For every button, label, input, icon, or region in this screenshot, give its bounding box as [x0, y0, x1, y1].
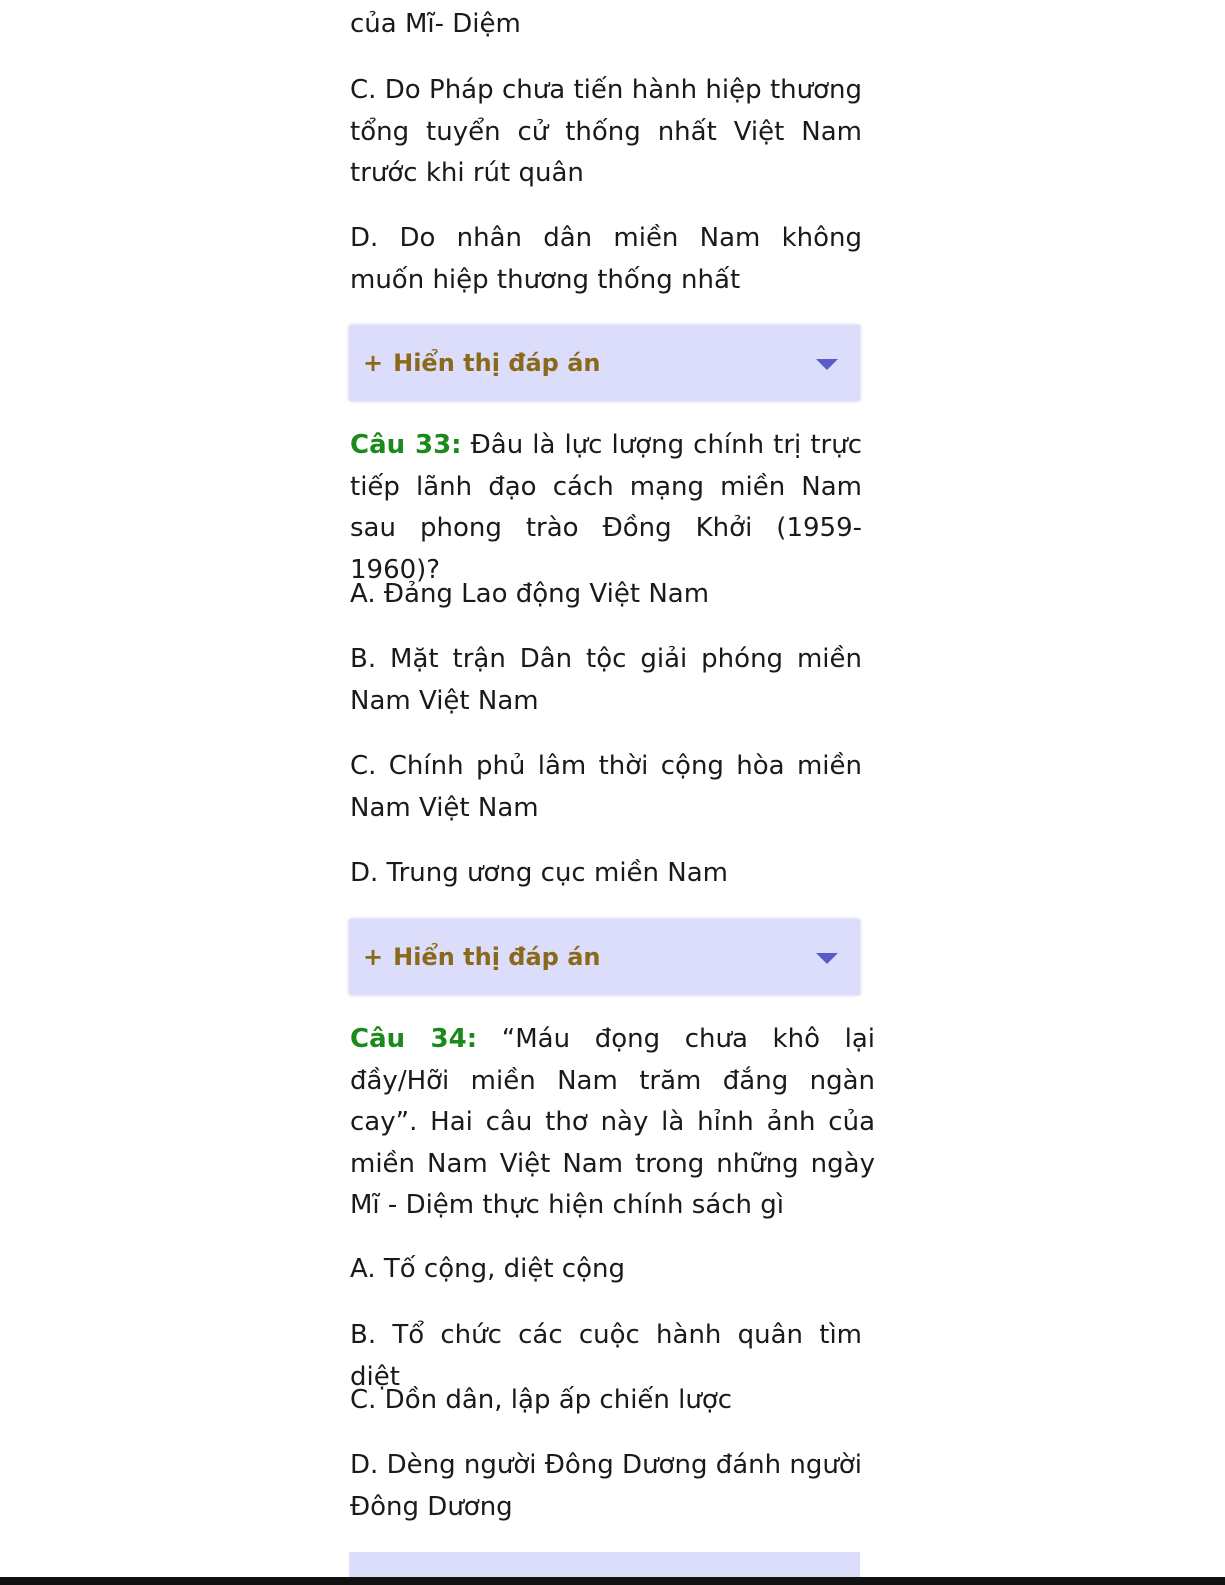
bottom-border	[0, 1577, 1225, 1585]
q34-text: “Máu đọng chưa khô lại đầy/Hỡi miền Nam trăm đắng ngàn cay”. Hai câu thơ này là hỉnh ảnh của miền Nam Việt Nam trong những ngày Mĩ - Diệm thực hiện chính sách gì	[350, 1024, 875, 1220]
q33-text: Đâu là lực lượng chính trị trực tiếp lãnh đạo cách mạng miền Nam sau phong trào Đồng Khởi (1959-1960)?	[350, 430, 862, 585]
q34-option-d: D. Dèng người Đông Dương đánh người Đông Dương	[350, 1450, 862, 1522]
q34-option-a: A. Tố cộng, diệt cộng	[350, 1254, 625, 1284]
q33-option-b: B. Mặt trận Dân tộc giải phóng miền Nam Việt Nam	[350, 644, 862, 716]
q32-tail: của Mĩ- Diệm	[350, 9, 521, 39]
q34-show-answer-button-partial[interactable]	[349, 1552, 860, 1577]
show-answer-label: Hiển thị đáp án	[393, 349, 601, 377]
q32-option-c: C. Do Pháp chưa tiến hành hiệp thương tổng tuyển cử thống nhất Việt Nam trước khi rút quân	[350, 75, 862, 188]
q33-show-answer-button[interactable]	[349, 919, 860, 995]
chevron-down-icon	[816, 359, 838, 370]
q32-show-answer-button[interactable]	[349, 325, 860, 401]
chevron-down-icon	[816, 953, 838, 964]
q34-option-b: B. Tổ chức các cuộc hành quân tìm diệt	[350, 1320, 862, 1392]
q34-label: Câu 34:	[350, 1024, 478, 1054]
q33-label: Câu 33:	[350, 430, 462, 460]
q33-option-c: C. Chính phủ lâm thời cộng hòa miền Nam Việt Nam	[350, 751, 862, 823]
q32-option-d: D. Do nhân dân miền Nam không muốn hiệp thương thống nhất	[350, 223, 862, 295]
q34-option-c: C. Dồn dân, lập ấp chiến lược	[350, 1385, 733, 1415]
q33-option-a: A. Đảng Lao động Việt Nam	[350, 579, 710, 609]
q34-question	[350, 1019, 875, 1227]
q33-option-d: D. Trung ương cục miền Nam	[350, 858, 728, 888]
plus-icon: +	[363, 943, 384, 971]
plus-icon: +	[363, 349, 384, 377]
show-answer-label: Hiển thị đáp án	[393, 943, 601, 971]
q33-question	[350, 425, 862, 591]
